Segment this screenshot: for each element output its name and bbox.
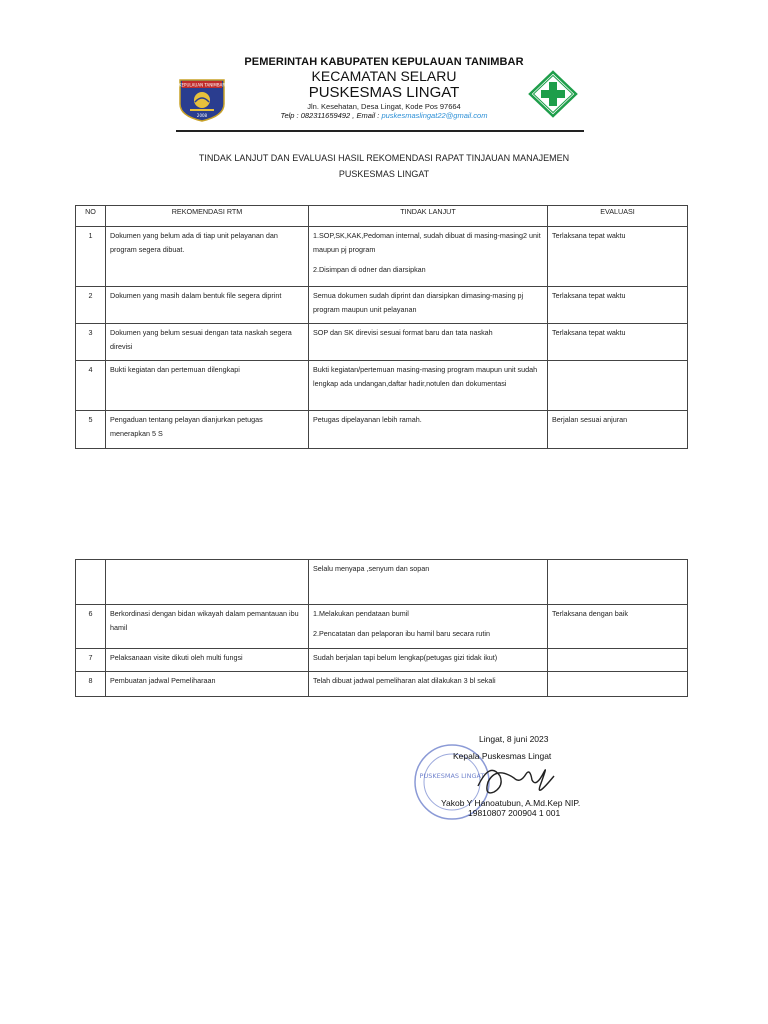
emblem-text: KEPULAUAN TANIMBAR: [178, 82, 226, 88]
tl-text: 1.SOP,SK,KAK,Pedoman internal, sudah dibuat di masing-masing2 unit maupun pj program: [313, 231, 541, 254]
document-title: TINDAK LANJUT DAN EVALUASI HASIL REKOMENDASI RAPAT TINJAUAN MANAJEMEN: [198, 153, 570, 163]
document-subtitle: PUSKESMAS LINGAT: [338, 169, 430, 179]
row-rekomendasi: Pelaksanaan visite dikuti oleh multi fungsi: [106, 649, 309, 672]
table-row: [76, 227, 688, 287]
row-no: 2: [76, 287, 106, 324]
letterhead-government: PEMERINTAH KABUPATEN KEPULAUAN TANIMBAR: [244, 56, 524, 68]
row-tindak-lanjut: Semua dokumen sudah diprint dan diarsipkan dimasing-masing pj program maupun unit pelayanan: [309, 287, 548, 324]
table-header-row: [76, 206, 688, 227]
row-no: 3: [76, 324, 106, 361]
table-row: [76, 411, 688, 449]
row-tindak-lanjut: Bukti kegiatan/pertemuan masing-masing program maupun unit sudah lengkap ada undangan,daftar hadir,notulen dan dokumentasi: [309, 361, 548, 411]
rtm-table-page1: [75, 205, 688, 449]
table-row: [76, 324, 688, 361]
table-row: [76, 672, 688, 697]
row-rekomendasi: Dokumen yang masih dalam bentuk file segera diprint: [106, 287, 309, 324]
row-no: 5: [76, 411, 106, 449]
header-tindak-lanjut: TINDAK LANJUT: [309, 206, 548, 227]
tl-text-2: 2.Disimpan di odner dan diarsipkan: [313, 265, 426, 274]
rtm-table-page2: [75, 559, 688, 697]
row-evaluasi: Berjalan sesuai anjuran: [548, 411, 688, 449]
header-evaluasi: EVALUASI: [548, 206, 688, 227]
row-evaluasi: [548, 361, 688, 411]
sign-place-date: Lingat, 8 juni 2023: [479, 734, 549, 744]
header-no: NO: [76, 206, 106, 227]
emblem-year: 2008: [196, 113, 208, 118]
row-evaluasi: [548, 560, 688, 605]
letterhead: [0, 56, 768, 120]
letterhead-address: Jln. Kesehatan, Desa Lingat, Kode Pos 97664: [307, 102, 461, 111]
tl-text-2: 2.Pencatatan dan pelaporan ibu hamil baru secara rutin: [313, 629, 491, 638]
row-evaluasi: [548, 672, 688, 697]
row-evaluasi: Terlaksana dengan baik: [548, 605, 688, 649]
stamp-text: PUSKESMAS LINGAT: [419, 772, 485, 780]
row-no: 8: [76, 672, 106, 697]
row-tindak-lanjut: Selalu menyapa ,senyum dan sopan: [309, 560, 548, 605]
sign-name: Yakob Y Hanoatubun, A.Md.Kep: [441, 798, 563, 808]
row-no: 6: [76, 605, 106, 649]
row-tindak-lanjut: [309, 605, 548, 649]
letterhead-name: PUSKESMAS LINGAT: [308, 84, 460, 101]
row-no: 1: [76, 227, 106, 287]
row-rekomendasi: Berkordinasi dengan bidan wikayah dalam pemantauan ibu hamil: [106, 605, 309, 649]
row-tindak-lanjut: Telah dibuat jadwal pemeliharan alat dilakukan 3 bl sekali: [309, 672, 548, 697]
table-row: [76, 287, 688, 324]
row-rekomendasi: Dokumen yang belum sesuai dengan tata naskah segera direvisi: [106, 324, 309, 361]
table-row: [76, 605, 688, 649]
letterhead-district: KECAMATAN SELARU: [311, 68, 457, 84]
tl-text: 1.Melakukan pendataan bumil: [313, 609, 409, 618]
row-no: 4: [76, 361, 106, 411]
sign-name-line: [441, 798, 580, 808]
row-rekomendasi: Pengaduan tentang pelayan dianjurkan petugas menerapkan 5 S: [106, 411, 309, 449]
table-row: [76, 649, 688, 672]
row-tindak-lanjut: Sudah berjalan tapi belum lengkap(petugas gizi tidak ikut): [309, 649, 548, 672]
header-rekomendasi: REKOMENDASI RTM: [106, 206, 309, 227]
contact-phone: Telp : 082311659492 , Email :: [280, 111, 382, 120]
contact-email-link[interactable]: puskesmaslingat22@gmail.com: [381, 111, 488, 120]
letterhead-contact: [0, 111, 768, 120]
row-evaluasi: Terlaksana tepat waktu: [548, 227, 688, 287]
row-evaluasi: Terlaksana tepat waktu: [548, 324, 688, 361]
sign-position: Kepala Puskesmas Lingat: [453, 751, 552, 761]
row-no: 7: [76, 649, 106, 672]
row-tindak-lanjut: SOP dan SK direvisi sesuai format baru dan tata naskah: [309, 324, 548, 361]
row-evaluasi: Terlaksana tepat waktu: [548, 287, 688, 324]
row-rekomendasi: Dokumen yang belum ada di tiap unit pelayanan dan program segera dibuat.: [106, 227, 309, 287]
letterhead-divider: [176, 130, 584, 132]
row-rekomendasi: [106, 560, 309, 605]
table-row: [76, 560, 688, 605]
row-rekomendasi: Bukti kegiatan dan pertemuan dilengkapi: [106, 361, 309, 411]
sign-nip: 19810807 200904 1 001: [468, 808, 561, 818]
sign-nip-label: NIP.: [564, 798, 581, 808]
row-tindak-lanjut: Petugas dipelayanan lebih ramah.: [309, 411, 548, 449]
row-evaluasi: [548, 649, 688, 672]
row-no: [76, 560, 106, 605]
row-rekomendasi: Pembuatan jadwal Pemeliharaan: [106, 672, 309, 697]
table-row: [76, 361, 688, 411]
row-tindak-lanjut: [309, 227, 548, 287]
